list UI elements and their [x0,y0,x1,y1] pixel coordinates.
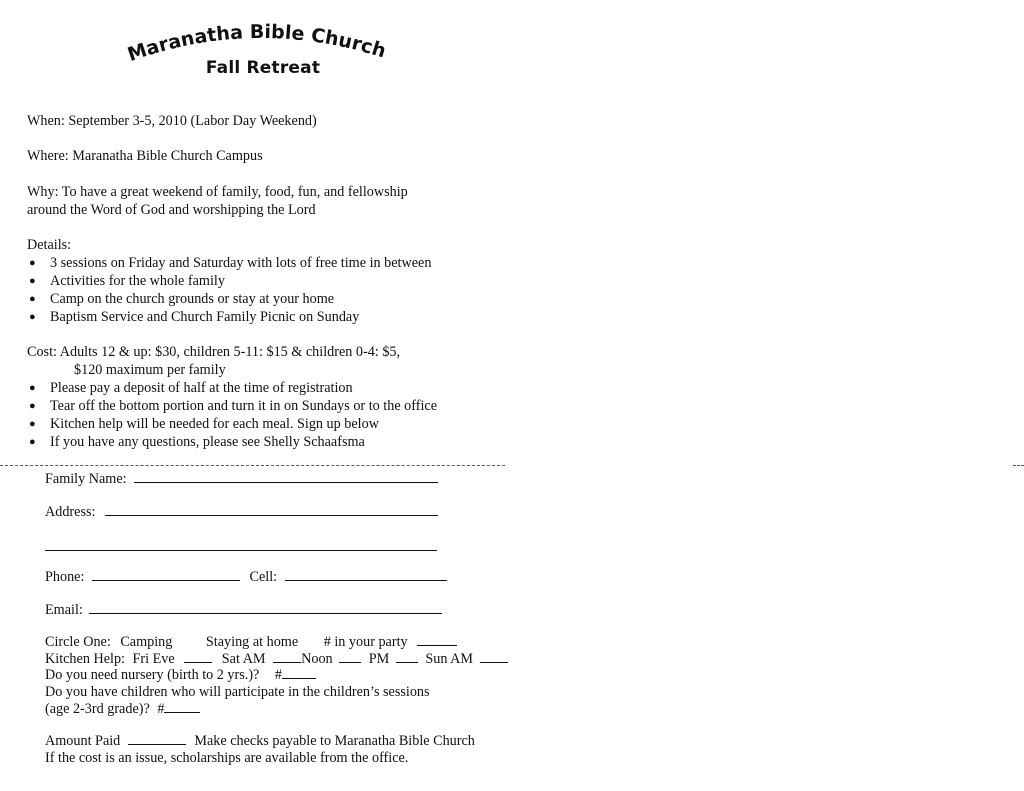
pm-field[interactable] [396,650,418,663]
nursery-count-field[interactable] [282,666,316,679]
when-line: When: September 3-5, 2010 (Labor Day Weekend) [27,113,317,129]
cell-label: Cell: [249,569,278,585]
tear-off-line-right [1013,465,1024,466]
option-staying-at-home[interactable]: Staying at home [205,634,299,650]
phone-row [45,568,447,586]
children-hash: # [157,701,165,717]
bullet-icon: ● [29,436,36,448]
amount-paid-row [45,732,475,750]
phone-label: Phone: [45,569,85,585]
children-sessions-line-1: Do you have children who will participate in the children’s sessions [45,684,430,700]
sat-am-field[interactable] [273,650,301,663]
details-item: Activities for the whole family [50,273,225,289]
retreat-title: Fall Retreat [205,58,321,78]
address-field[interactable] [105,503,438,516]
why-line-2: around the Word of God and worshipping the Lord [27,202,316,218]
fri-eve-field[interactable] [184,650,212,663]
bullet-icon: ● [29,311,36,323]
nursery-label: Do you need nursery (birth to 2 yrs.)? [45,667,260,683]
church-name-text: Maranatha Bible Church [124,20,389,67]
family-name-row [45,470,438,488]
phone-field[interactable] [92,568,240,581]
bullet-icon: ● [29,293,36,305]
nursery-row [45,666,316,684]
option-camping[interactable]: Camping [120,634,173,650]
bullet-icon: ● [29,418,36,430]
email-row [45,601,442,619]
party-size-label: # in your party [323,634,408,650]
noon-field[interactable] [339,650,361,663]
children-sessions-line-2: (age 2-3rd grade)? [45,701,150,717]
children-count-field[interactable] [164,700,200,713]
bullet-icon: ● [29,257,36,269]
email-field[interactable] [89,601,442,614]
bullet-icon: ● [29,275,36,287]
sun-am-label: Sun AM [425,651,474,667]
nursery-hash: # [274,667,282,683]
noon-label: Noon [301,651,333,667]
circle-one-label: Circle One: [45,634,111,650]
pm-label: PM [368,651,390,667]
details-item: 3 sessions on Friday and Saturday with lots of free time in between [50,255,432,271]
cost-item: Tear off the bottom portion and turn it in on Sundays or to the office [50,398,437,414]
bullet-icon: ● [29,400,36,412]
kitchen-help-label: Kitchen Help: [45,651,125,667]
tear-off-line [0,465,505,466]
checks-payable-text: Make checks payable to Maranatha Bible Church [194,733,475,749]
family-name-label: Family Name: [45,471,127,487]
sat-am-label: Sat AM [221,651,266,667]
cost-line-1: Cost: Adults 12 & up: $30, children 5-11: $15 & children 0-4: $5, [27,344,401,360]
cost-item: If you have any questions, please see Shelly Schaafsma [50,434,365,450]
circle-one-row [45,633,457,651]
cost-item: Kitchen help will be needed for each meal. Sign up below [50,416,379,432]
details-item: Baptism Service and Church Family Picnic on Sunday [50,309,360,325]
why-line-1: Why: To have a great weekend of family, food, fun, and fellowship [27,184,408,200]
amount-paid-label: Amount Paid [45,733,121,749]
family-name-field[interactable] [134,470,438,483]
address-field-line-2[interactable] [45,550,437,551]
cost-line-2: $120 maximum per family [74,362,226,378]
details-heading: Details: [27,237,72,253]
address-label: Address: [45,504,96,520]
cost-item: Please pay a deposit of half at the time of registration [50,380,353,396]
address-row [45,503,438,521]
amount-paid-field[interactable] [128,732,186,745]
children-sessions-row [45,700,200,718]
fri-eve-label: Fri Eve [132,651,175,667]
bullet-icon: ● [29,382,36,394]
party-size-field[interactable] [417,633,457,646]
details-item: Camp on the church grounds or stay at your home [50,291,335,307]
scholarship-note: If the cost is an issue, scholarships are available from the office. [45,750,409,766]
where-line: Where: Maranatha Bible Church Campus [27,148,263,164]
cell-field[interactable] [285,568,447,581]
sun-am-field[interactable] [480,650,508,663]
email-label: Email: [45,602,83,618]
